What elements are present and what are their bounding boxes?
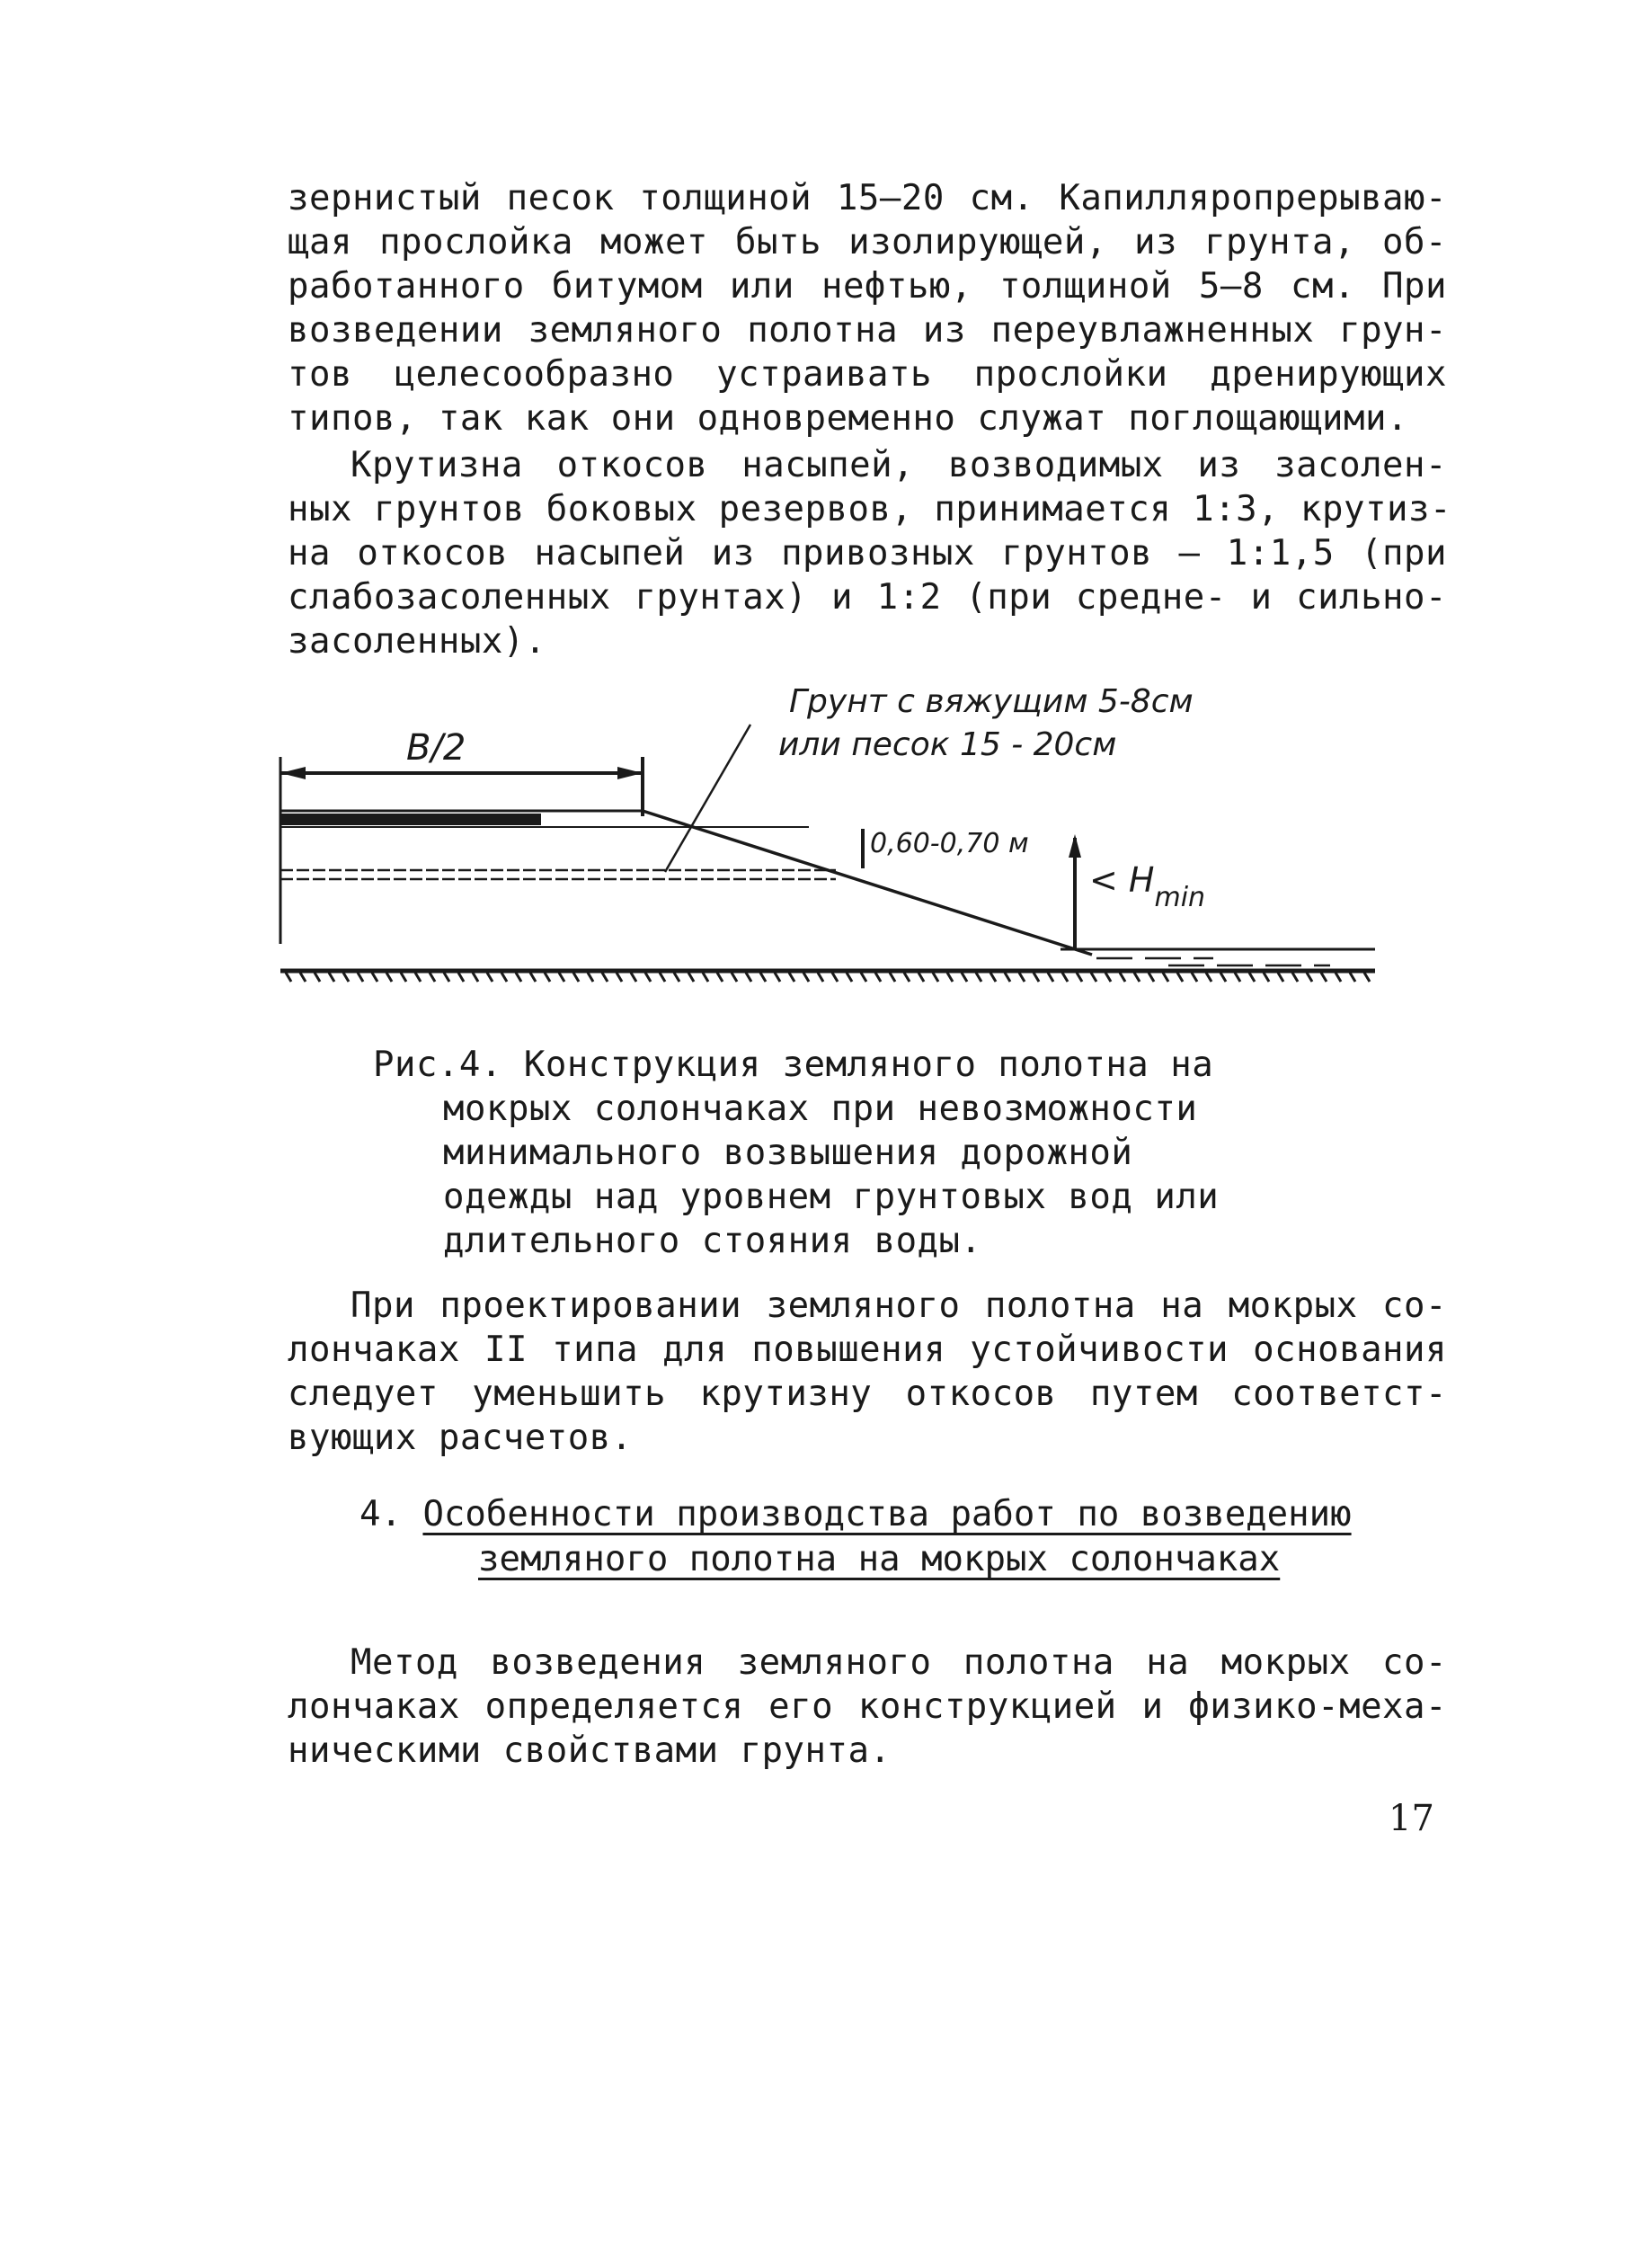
embankment-cross-section-figure: [270, 683, 1402, 1016]
paragraph-4: [288, 1641, 1447, 1773]
height-label: < $H_{min}$: [1089, 860, 1206, 913]
text-line: возведении земляного полотна из переувлажненных грун-: [288, 310, 1447, 351]
text-line: слабозасоленных грунтах) и 1:2 (при средне- и сильно-: [288, 577, 1447, 618]
text-line: следует уменьшить крутизну откосов путем соответст-: [288, 1374, 1447, 1414]
note-line-2: или песок 15 - 20см: [778, 726, 1117, 763]
text-line: щая прослойка может быть изолирующей, из грунта, об-: [288, 222, 1447, 262]
text-line: лончаках определяется его конструкцией и физико-меха-: [288, 1686, 1447, 1727]
pavement-layer: [280, 814, 541, 825]
width-label: B/2: [406, 727, 466, 769]
text-line: вующих расчетов.: [288, 1418, 633, 1458]
height-arrow-top: [1069, 834, 1081, 858]
text-line: При проектировании земляного полотна на мокрых со-: [351, 1285, 1447, 1326]
note-leader-line: [665, 725, 750, 872]
text-line: лончаках II типа для повышения устойчивости основания: [288, 1330, 1447, 1370]
caption-line: одежды над уровнем грунтовых вод или: [443, 1177, 1220, 1217]
text-line: Метод возведения земляного полотна на мокрых со-: [351, 1642, 1447, 1683]
text-line: работанного битумом или нефтью, толщиной 5–8 см. При: [288, 266, 1447, 307]
arrow-right: [617, 767, 643, 779]
paragraph-2: [288, 443, 1451, 663]
text-line: зернистый песок толщиной 15–20 см. Капилляропрерываю-: [288, 178, 1447, 218]
text-line: Крутизна откосов насыпей, возводимых из засолен-: [351, 445, 1447, 485]
note-line-1: Грунт с вяжущим 5-8см: [789, 683, 1194, 720]
arrow-left: [280, 767, 306, 779]
figure-caption: [373, 1043, 1272, 1263]
page-number: 17: [1389, 1798, 1434, 1839]
caption-line: мокрых солончаках при невозможности: [443, 1089, 1198, 1129]
text-line: ническими свойствами грунта.: [288, 1730, 892, 1771]
section-number: 4.: [359, 1494, 402, 1534]
caption-line: Рис.4. Конструкция земляного полотна на: [373, 1045, 1214, 1085]
text-line: засоленных).: [288, 621, 546, 662]
text-line: ных грунтов боковых резервов, принимается 1:3, крутиз-: [288, 489, 1451, 529]
section-heading: [359, 1492, 1438, 1582]
text-line: типов, так как они одновременно служат поглощающими.: [288, 398, 1408, 439]
caption-line: длительного стояния воды.: [443, 1221, 982, 1261]
thickness-label: 0,60-0,70 м: [870, 828, 1029, 859]
text-line: тов целесообразно устраивать прослойки дренирующих: [288, 354, 1447, 395]
section-title-line-1: Особенности производства работ по возведению: [422, 1494, 1352, 1534]
text-line: на откосов насыпей из привозных грунтов – 1:1,5 (при: [288, 533, 1447, 574]
caption-line: минимального возвышения дорожной: [443, 1133, 1133, 1173]
ground-hatching: [286, 973, 1370, 982]
paragraph-1: [288, 176, 1447, 440]
section-title-line-2: земляного полотна на мокрых солончаках: [478, 1539, 1281, 1579]
paragraph-3: [288, 1284, 1447, 1460]
